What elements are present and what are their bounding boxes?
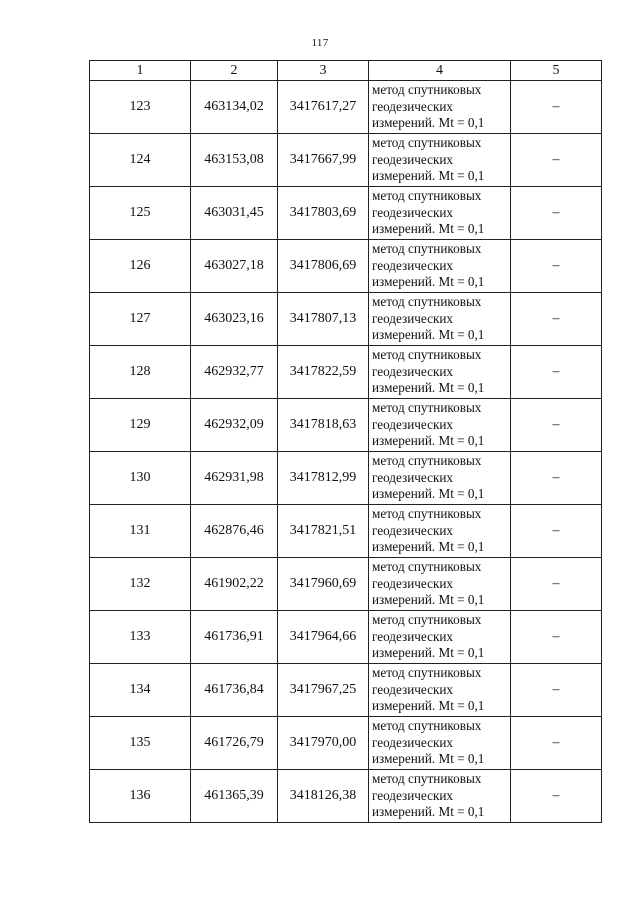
table-row xyxy=(90,240,602,293)
cell-method xyxy=(369,187,511,240)
method-text-line: геодезических xyxy=(372,628,454,644)
cell-x-coordinate: 463134,02 xyxy=(191,81,278,134)
cell-method xyxy=(369,452,511,505)
cell-note: – xyxy=(511,717,602,770)
method-text-line: измерений. Mt = 0,1 xyxy=(372,433,485,449)
cell-y-coordinate: 3417967,25 xyxy=(278,664,369,717)
method-text-line: метод спутниковых xyxy=(372,665,482,681)
column-header-notes: 5 xyxy=(511,61,602,81)
cell-y-coordinate: 3417812,99 xyxy=(278,452,369,505)
cell-y-coordinate: 3417803,69 xyxy=(278,187,369,240)
coordinates-table xyxy=(89,60,602,823)
cell-method xyxy=(369,134,511,187)
method-text-line: измерений. Mt = 0,1 xyxy=(372,380,485,396)
cell-method xyxy=(369,558,511,611)
cell-method xyxy=(369,81,511,134)
cell-method xyxy=(369,505,511,558)
method-text-line: геодезических xyxy=(372,151,454,167)
cell-method xyxy=(369,770,511,823)
table-row xyxy=(90,399,602,452)
cell-note: – xyxy=(511,81,602,134)
cell-x-coordinate: 463153,08 xyxy=(191,134,278,187)
table-row xyxy=(90,664,602,717)
cell-method xyxy=(369,240,511,293)
cell-y-coordinate: 3417821,51 xyxy=(278,505,369,558)
method-text-line: геодезических xyxy=(372,681,454,697)
method-text-line: метод спутниковых xyxy=(372,771,482,787)
method-text-line: геодезических xyxy=(372,416,454,432)
table-header-row xyxy=(90,61,602,81)
cell-point-number: 132 xyxy=(90,558,191,611)
method-text-line: метод спутниковых xyxy=(372,400,482,416)
method-text-line: измерений. Mt = 0,1 xyxy=(372,539,485,555)
method-text-line: метод спутниковых xyxy=(372,294,482,310)
cell-point-number: 134 xyxy=(90,664,191,717)
cell-x-coordinate: 463023,16 xyxy=(191,293,278,346)
cell-y-coordinate: 3417970,00 xyxy=(278,717,369,770)
method-text-line: измерений. Mt = 0,1 xyxy=(372,115,485,131)
cell-point-number: 136 xyxy=(90,770,191,823)
cell-note: – xyxy=(511,187,602,240)
method-text-line: метод спутниковых xyxy=(372,612,482,628)
cell-x-coordinate: 462932,09 xyxy=(191,399,278,452)
page-number: 117 xyxy=(311,37,329,49)
method-text-line: метод спутниковых xyxy=(372,453,482,469)
cell-y-coordinate: 3417667,99 xyxy=(278,134,369,187)
method-text-line: метод спутниковых xyxy=(372,559,482,575)
cell-point-number: 131 xyxy=(90,505,191,558)
table-row xyxy=(90,452,602,505)
method-text-line: измерений. Mt = 0,1 xyxy=(372,486,485,502)
cell-method xyxy=(369,611,511,664)
method-text-line: метод спутниковых xyxy=(372,506,482,522)
cell-note: – xyxy=(511,240,602,293)
cell-point-number: 123 xyxy=(90,81,191,134)
cell-x-coordinate: 461726,79 xyxy=(191,717,278,770)
table-row xyxy=(90,770,602,823)
cell-y-coordinate: 3417960,69 xyxy=(278,558,369,611)
table-body xyxy=(90,81,602,823)
table-row xyxy=(90,134,602,187)
cell-note: – xyxy=(511,134,602,187)
method-text-line: измерений. Mt = 0,1 xyxy=(372,592,485,608)
method-text-line: геодезических xyxy=(372,734,454,750)
method-text-line: измерений. Mt = 0,1 xyxy=(372,274,485,290)
cell-point-number: 127 xyxy=(90,293,191,346)
cell-note: – xyxy=(511,611,602,664)
cell-x-coordinate: 461736,84 xyxy=(191,664,278,717)
cell-method xyxy=(369,346,511,399)
cell-note: – xyxy=(511,452,602,505)
method-text-line: геодезических xyxy=(372,787,454,803)
method-text-line: геодезических xyxy=(372,575,454,591)
cell-point-number: 126 xyxy=(90,240,191,293)
method-text-line: метод спутниковых xyxy=(372,188,482,204)
cell-x-coordinate: 462876,46 xyxy=(191,505,278,558)
method-text-line: геодезических xyxy=(372,363,454,379)
table-row xyxy=(90,505,602,558)
method-text-line: измерений. Mt = 0,1 xyxy=(372,221,485,237)
cell-point-number: 128 xyxy=(90,346,191,399)
cell-note: – xyxy=(511,770,602,823)
cell-y-coordinate: 3417617,27 xyxy=(278,81,369,134)
cell-note: – xyxy=(511,399,602,452)
table-row xyxy=(90,558,602,611)
cell-note: – xyxy=(511,293,602,346)
method-text-line: метод спутниковых xyxy=(372,135,482,151)
cell-y-coordinate: 3417818,63 xyxy=(278,399,369,452)
cell-point-number: 124 xyxy=(90,134,191,187)
method-text-line: геодезических xyxy=(372,469,454,485)
cell-point-number: 129 xyxy=(90,399,191,452)
cell-point-number: 133 xyxy=(90,611,191,664)
cell-point-number: 130 xyxy=(90,452,191,505)
method-text-line: метод спутниковых xyxy=(372,718,482,734)
cell-method xyxy=(369,399,511,452)
cell-y-coordinate: 3417806,69 xyxy=(278,240,369,293)
cell-x-coordinate: 462932,77 xyxy=(191,346,278,399)
method-text-line: измерений. Mt = 0,1 xyxy=(372,698,485,714)
cell-y-coordinate: 3417964,66 xyxy=(278,611,369,664)
cell-y-coordinate: 3418126,38 xyxy=(278,770,369,823)
table-row xyxy=(90,611,602,664)
cell-point-number: 135 xyxy=(90,717,191,770)
column-header-method: 4 xyxy=(369,61,511,81)
column-header-point-number: 1 xyxy=(90,61,191,81)
table-row xyxy=(90,346,602,399)
cell-method xyxy=(369,717,511,770)
cell-point-number: 125 xyxy=(90,187,191,240)
method-text-line: измерений. Mt = 0,1 xyxy=(372,645,485,661)
table-row xyxy=(90,81,602,134)
cell-y-coordinate: 3417822,59 xyxy=(278,346,369,399)
method-text-line: геодезических xyxy=(372,98,454,114)
cell-x-coordinate: 461736,91 xyxy=(191,611,278,664)
cell-note: – xyxy=(511,558,602,611)
method-text-line: измерений. Mt = 0,1 xyxy=(372,751,485,767)
method-text-line: измерений. Mt = 0,1 xyxy=(372,804,485,820)
method-text-line: измерений. Mt = 0,1 xyxy=(372,327,485,343)
method-text-line: измерений. Mt = 0,1 xyxy=(372,168,485,184)
cell-x-coordinate: 462931,98 xyxy=(191,452,278,505)
cell-x-coordinate: 463031,45 xyxy=(191,187,278,240)
method-text-line: метод спутниковых xyxy=(372,347,482,363)
table-row xyxy=(90,187,602,240)
cell-note: – xyxy=(511,505,602,558)
table-row xyxy=(90,717,602,770)
cell-x-coordinate: 461365,39 xyxy=(191,770,278,823)
method-text-line: геодезических xyxy=(372,204,454,220)
table-row xyxy=(90,293,602,346)
cell-y-coordinate: 3417807,13 xyxy=(278,293,369,346)
column-header-y-coordinate: 3 xyxy=(278,61,369,81)
cell-note: – xyxy=(511,346,602,399)
method-text-line: геодезических xyxy=(372,522,454,538)
cell-note: – xyxy=(511,664,602,717)
method-text-line: геодезических xyxy=(372,257,454,273)
cell-x-coordinate: 463027,18 xyxy=(191,240,278,293)
method-text-line: метод спутниковых xyxy=(372,241,482,257)
cell-x-coordinate: 461902,22 xyxy=(191,558,278,611)
cell-method xyxy=(369,293,511,346)
method-text-line: геодезических xyxy=(372,310,454,326)
column-header-x-coordinate: 2 xyxy=(191,61,278,81)
method-text-line: метод спутниковых xyxy=(372,82,482,98)
cell-method xyxy=(369,664,511,717)
